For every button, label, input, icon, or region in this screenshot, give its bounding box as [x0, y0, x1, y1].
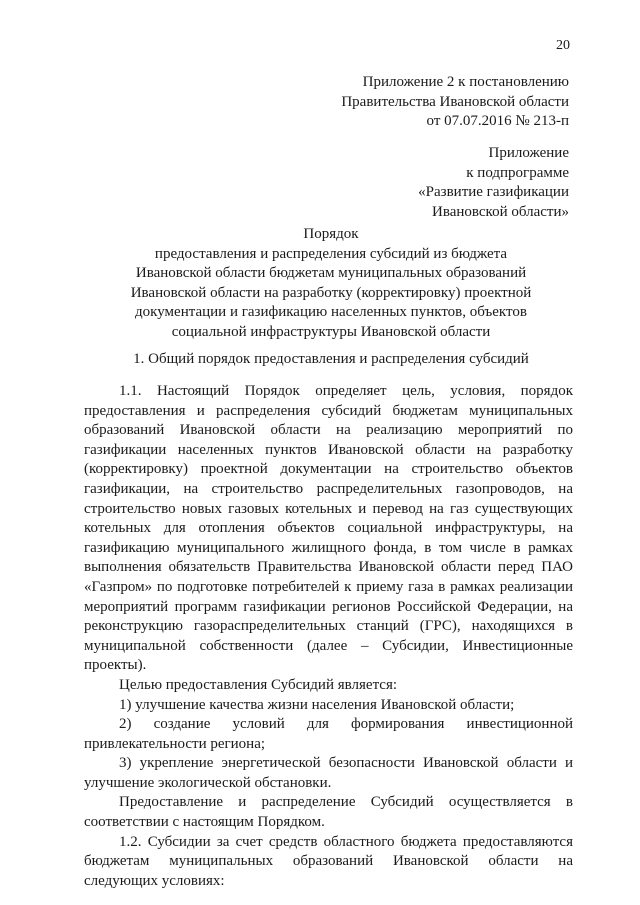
body-text-line: выполнения обязательств Правительства Ивановской области перед ПАО [84, 559, 573, 576]
title-line: документации и газификацию населенных пунктов, объектов [135, 304, 527, 321]
body-text-line: 1.1. Настоящий Порядок определяет цель, условия, порядок [119, 383, 573, 399]
body-text-line: Целью предоставления Субсидий является: [119, 676, 398, 693]
body-text-line: соответствии с настоящим Порядком. [84, 814, 325, 831]
title-line: предоставления и распределения субсидий из бюджета [154, 245, 508, 262]
subappendix-line: Приложение [488, 145, 569, 161]
body-text-line: 2) создание условий для формирования инвестиционной [119, 716, 573, 733]
subprogram-appendix-reference [418, 144, 569, 222]
body-text-line: образований Ивановской области на реализацию мероприятий по [84, 422, 573, 439]
body-text-line: «Газпром» по подготовке потребителей к приему газа в рамках реализации [84, 578, 573, 595]
body-text-line: проекты). [84, 657, 147, 674]
subappendix-line: Ивановской области» [432, 203, 569, 220]
body-text-line: реконструкцию газораспределительных станций (ГРС), находящихся в [84, 618, 573, 635]
appendix-reference [341, 73, 569, 132]
body-text-line: 1.2. Субсидии за счет средств областного бюджета предоставляются [119, 833, 573, 850]
body-text-line: газификацию муниципального жилищного фонда, в том числе в рамках [84, 539, 573, 556]
page-number: 20 [556, 38, 570, 53]
title-line: Ивановской области бюджетам муниципальных образований [135, 265, 527, 282]
body-text-line: газификации населенных пунктов Ивановской области на разработку [84, 441, 573, 458]
subappendix-line: к подпрограмме [466, 164, 569, 181]
body-text-line: котельных для отопления объектов социальной инфраструктуры, на [84, 520, 573, 537]
body-text-line: 3) укрепление энергетической безопасности Ивановской области и [119, 755, 573, 772]
body-text-line: улучшение экологической обстановки. [84, 774, 332, 791]
title-line: Порядок [303, 226, 359, 242]
body-text-line: Предоставление и распределение Субсидий осуществляется в [119, 794, 573, 811]
title-line: социальной инфраструктуры Ивановской области [171, 323, 491, 340]
body-text-line: (корректировку) проектной документации на строительство объектов [84, 461, 573, 478]
body-text-line: муниципальной собственности (далее – Субсидии, Инвестиционные [84, 637, 573, 654]
appendix-line: Приложение 2 к постановлению [362, 74, 569, 90]
body-text-line: строительство новых газовых котельных и перевод на газ существующих [84, 500, 573, 517]
body-text-line: предоставления и распределения субсидий бюджетам муниципальных [84, 402, 573, 419]
body-text-line: мероприятий программ газификации регионов Российской Федерации, на [84, 598, 573, 615]
appendix-line: Правительства Ивановской области [341, 93, 569, 110]
body-text-line: 1) улучшение качества жизни населения Ивановской области; [119, 696, 515, 713]
document-body [84, 382, 573, 891]
appendix-line: от 07.07.2016 № 213-п [426, 113, 569, 130]
section-heading: 1. Общий порядок предоставления и распределения субсидий [133, 351, 529, 367]
body-text-line: следующих условиях: [84, 872, 225, 889]
document-title [96, 225, 566, 343]
body-text-line: привлекательности региона; [84, 735, 266, 752]
subappendix-line: «Развитие газификации [418, 184, 569, 201]
body-text-line: бюджетам муниципальных образований Ивановской области на [84, 853, 573, 870]
title-line: Ивановской области на разработку (корректировку) проектной [130, 284, 532, 301]
body-text-line: газификации, на строительство распределительных газопроводов, на [84, 480, 573, 497]
